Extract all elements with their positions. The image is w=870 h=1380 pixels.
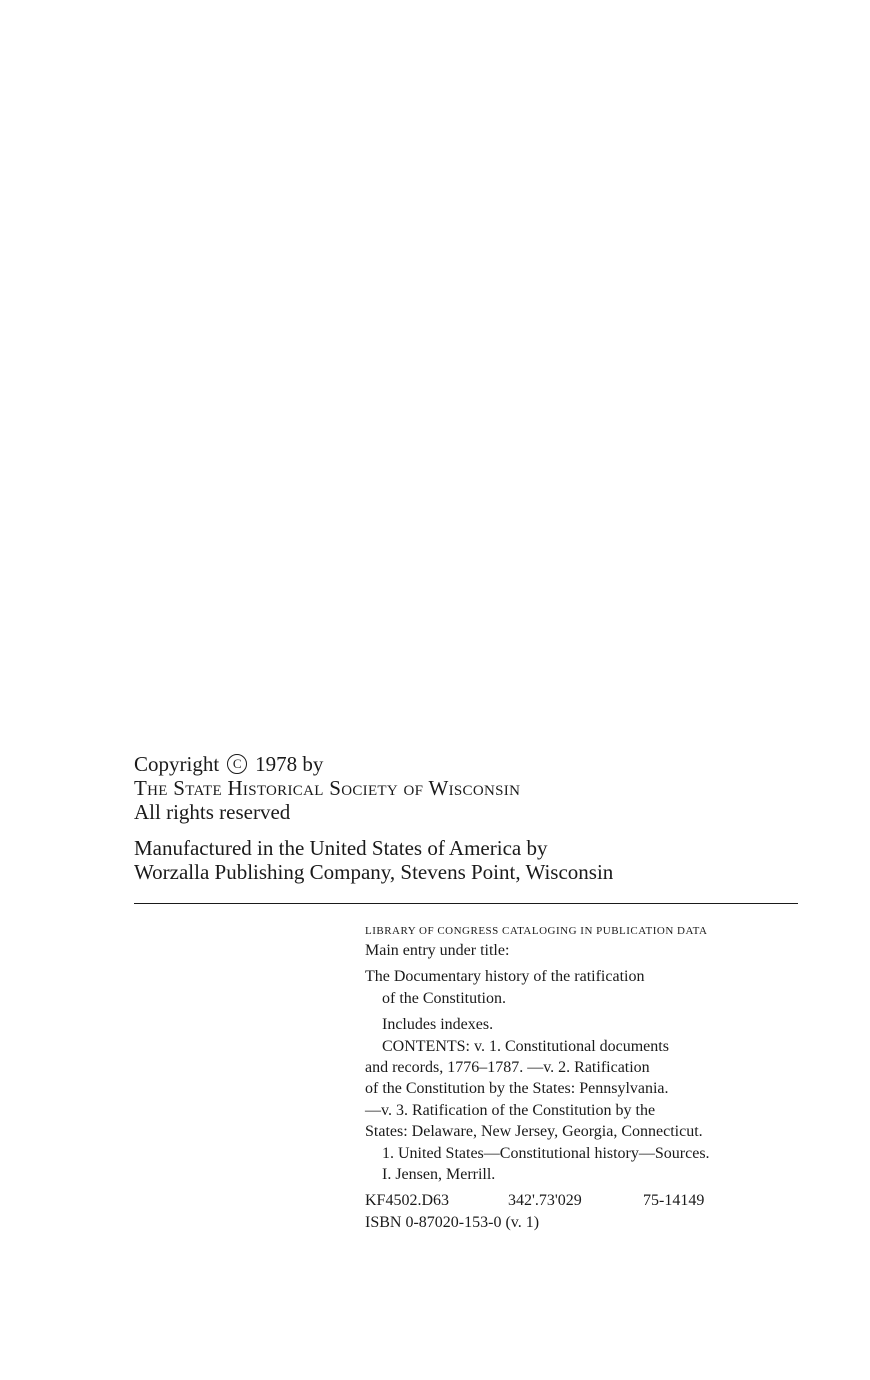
copyright-block bbox=[134, 752, 814, 884]
rights-statement: All rights reserved bbox=[134, 800, 291, 824]
contents-line-3: of the Constitution by the States: Pennsylvania. bbox=[365, 1080, 669, 1098]
lccn: 75-14149 bbox=[643, 1192, 705, 1210]
classification-row bbox=[365, 1190, 815, 1211]
isbn: ISBN 0-87020-153-0 (v. 1) bbox=[365, 1213, 540, 1231]
copyright-year: 1978 by bbox=[255, 752, 324, 776]
cip-catalog-block bbox=[365, 922, 815, 1233]
contents-line-5: States: Delaware, New Jersey, Georgia, Connecticut. bbox=[365, 1123, 703, 1141]
added-entry: I. Jensen, Merrill. bbox=[382, 1166, 496, 1184]
includes-note: Includes indexes. bbox=[382, 1016, 494, 1034]
publisher-name: The State Historical Society of Wisconsin bbox=[134, 776, 521, 800]
subject-entry: 1. United States—Constitutional history—Sources. bbox=[382, 1144, 710, 1162]
copyright-prefix: Copyright bbox=[134, 752, 220, 776]
contents-line-1: CONTENTS: v. 1. Constitutional documents bbox=[382, 1037, 669, 1055]
cip-header: LIBRARY OF CONGRESS CATALOGING IN PUBLICATION DATA bbox=[365, 925, 708, 937]
title-line-1: The Documentary history of the ratification bbox=[365, 968, 645, 986]
manufacture-line-2: Worzalla Publishing Company, Stevens Point, Wisconsin bbox=[134, 860, 614, 884]
copyright-symbol-icon: C bbox=[227, 754, 247, 774]
divider-rule bbox=[134, 903, 798, 904]
call-number: KF4502.D63 bbox=[365, 1192, 450, 1210]
copyright-line bbox=[134, 752, 814, 776]
title-line-2: of the Constitution. bbox=[382, 989, 506, 1007]
main-entry: Main entry under title: bbox=[365, 942, 510, 959]
dewey-number: 342'.73'029 bbox=[508, 1192, 582, 1210]
manufacture-line-1: Manufactured in the United States of America by bbox=[134, 836, 548, 860]
contents-line-2: and records, 1776–1787. —v. 2. Ratification bbox=[365, 1059, 650, 1077]
contents-line-4: —v. 3. Ratification of the Constitution by the bbox=[365, 1101, 656, 1119]
